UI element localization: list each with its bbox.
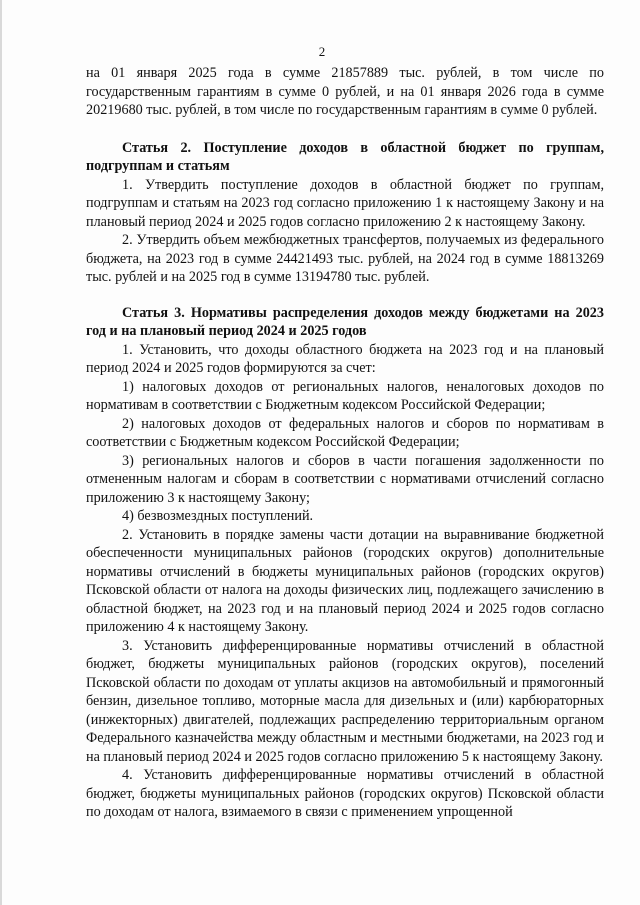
document-body	[86, 64, 604, 822]
page-number: 2	[318, 44, 326, 59]
spacer	[86, 287, 604, 304]
article-3-subitem-3: 3) региональных налогов и сборов в части погашения задолженности по отмененным налогам и сборам в соответствии с нормативами отчислений согласно приложению 3 к настоящему Закону;	[86, 452, 604, 506]
article-3-item-1: 1. Установить, что доходы областного бюджета на 2023 год и на плановый период 2024 и 2025 годов формируются за счет:	[86, 341, 604, 376]
article-2-item-2: 2. Утвердить объем межбюджетных трансфертов, получаемых из федерального бюджета, на 2023 год в сумме 24421493 тыс. рублей, на 2024 год в сумме 18813269 тыс. рублей и на 2025 год в сумме 13194780 тыс. рублей.	[86, 232, 604, 285]
article-3-subitem-1: 1) налоговых доходов от региональных налогов, неналоговых доходов по нормативам в соответствии с Бюджетным кодексом Российской Федерации;	[86, 378, 604, 413]
spacer	[86, 120, 604, 139]
article-3-subitem-4: 4) безвозмездных поступлений.	[122, 508, 314, 524]
paragraph-debt-limit-continuation: на 01 января 2025 года в сумме 21857889 тыс. рублей, в том числе по государственным гарантиям в сумме 0 рублей, и на 01 января 2026 года в сумме 20219680 тыс. рублей, в том числе по государственным гарантиям в сумме 0 рублей.	[86, 65, 604, 118]
article-3-heading: Статья 3. Нормативы распределения доходов между бюджетами на 2023 год и на плановый период 2024 и 2025 годов	[86, 304, 604, 339]
article-3-subitem-2: 2) налоговых доходов от федеральных налогов и сборов по нормативам в соответствии с Бюджетным кодексом Российской Федерации;	[86, 415, 604, 450]
article-3-item-3: 3. Установить дифференцированные нормативы отчислений в областной бюджет, бюджеты муниципальных районов (городских округов), поселений Псковской области по доходам от уплаты акцизов на автомобильный и прямогонный бензин, дизельное топливо, моторные масла для дизельных и (или) карбюраторных (инжекторных) двигателей, подлежащих распределению территориальным органом Федерального казначейства между областным и местными бюджетами, на 2023 год и на плановый период 2024 и 2025 годов согласно приложению 5 к настоящему Закону.	[86, 637, 604, 765]
article-2-heading: Статья 2. Поступление доходов в областной бюджет по группам, подгруппам и статьям	[86, 139, 604, 174]
article-2-item-1: 1. Утвердить поступление доходов в областной бюджет по группам, подгруппам и статьям на 2023 год согласно приложению 1 к настоящему Закону и на плановый период 2024 и 2025 годов согласно приложению 2 к настоящему Закону.	[86, 176, 604, 230]
article-3-item-4: 4. Установить дифференцированные нормативы отчислений в областной бюджет, бюджеты муниципальных районов (городских округов) Псковской области по доходам от налога, взимаемого в связи с применением упрощенной	[86, 767, 604, 820]
article-3-item-2: 2. Установить в порядке замены части дотации на выравнивание бюджетной обеспеченности муниципальных районов (городских округов) дополнительные нормативы отчислений в бюджеты муниципальных районов (городских округов) Псковской области от налога на доходы физических лиц, подлежащего зачислению в областной бюджет, на 2023 год и на плановый период 2024 и 2025 годов согласно приложению 4 к настоящему Закону.	[86, 526, 604, 635]
